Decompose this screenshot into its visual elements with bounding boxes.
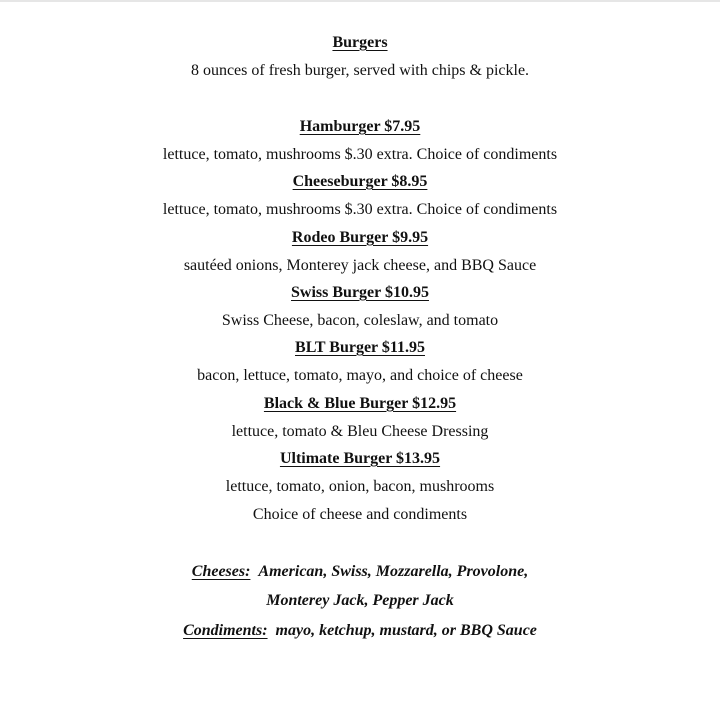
item-name-blt-burger: BLT Burger $11.95	[295, 339, 425, 356]
item-name-swiss-burger: Swiss Burger $10.95	[291, 284, 429, 301]
item-desc-ultimate-burger: lettuce, tomato, onion, bacon, mushrooms	[225, 478, 495, 495]
condiments-line	[0, 621, 720, 641]
cheeses-list-2: Monterey Jack, Pepper Jack	[266, 592, 454, 609]
item-desc2-ultimate-burger: Choice of cheese and condiments	[252, 506, 468, 523]
cheeses-line-1	[0, 562, 720, 582]
condiments-list: mayo, ketchup, mustard, or BBQ Sauce	[275, 622, 537, 639]
item-desc-hamburger: lettuce, tomato, mushrooms $.30 extra. Choice of condiments	[162, 146, 558, 163]
cheeses-line-2	[0, 591, 720, 611]
section-subtitle: 8 ounces of fresh burger, served with chips & pickle.	[190, 62, 530, 79]
item-desc-black-blue-burger: lettuce, tomato & Bleu Cheese Dressing	[231, 423, 489, 440]
item-desc-rodeo-burger: sautéed onions, Monterey jack cheese, and BBQ Sauce	[183, 257, 537, 274]
cheeses-list-1: American, Swiss, Mozzarella, Provolone,	[258, 563, 529, 580]
item-name-ultimate-burger: Ultimate Burger $13.95	[279, 450, 441, 467]
cheeses-label: Cheeses:	[191, 563, 251, 580]
item-desc-cheeseburger: lettuce, tomato, mushrooms $.30 extra. Choice of condiments	[162, 201, 558, 218]
item-name-rodeo-burger: Rodeo Burger $9.95	[291, 229, 429, 246]
item-name-cheeseburger: Cheeseburger $8.95	[292, 173, 428, 190]
page-top-border	[0, 0, 720, 2]
item-desc-blt-burger: bacon, lettuce, tomato, mayo, and choice of cheese	[197, 367, 523, 384]
condiments-label: Condiments:	[183, 622, 268, 639]
section-title: Burgers	[332, 34, 388, 51]
item-name-hamburger: Hamburger $7.95	[299, 118, 421, 135]
item-desc-swiss-burger: Swiss Cheese, bacon, coleslaw, and tomato	[221, 312, 499, 329]
item-name-black-blue-burger: Black & Blue Burger $12.95	[263, 395, 457, 412]
